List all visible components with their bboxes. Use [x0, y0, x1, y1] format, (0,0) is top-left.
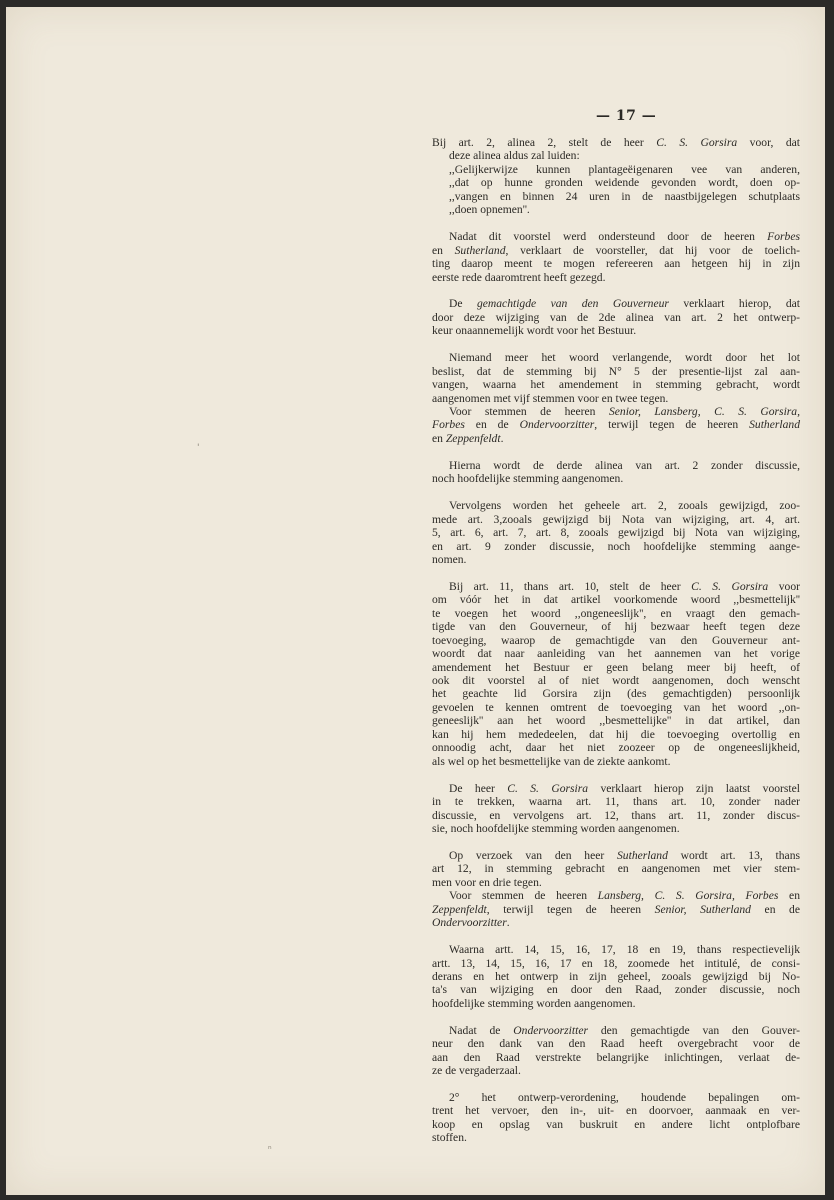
text-line — [432, 714, 800, 727]
text-run: en — [432, 431, 446, 445]
text-run: neur den dank van den Raad heeft overgebracht voor de — [432, 1037, 800, 1051]
body-text — [432, 136, 800, 1158]
text-line — [432, 526, 800, 539]
text-line — [432, 499, 800, 512]
text-line — [432, 876, 800, 889]
text-run: Bij art. 2, alinea 2, stelt de heer — [432, 136, 657, 149]
text-line — [432, 1037, 800, 1050]
text-run: om vóór het in dat artikel voorkomende woord ,,besmettelijk'' — [432, 593, 800, 607]
text-line — [432, 190, 800, 203]
text-line — [432, 970, 800, 983]
text-line — [432, 432, 800, 445]
text-run: geneeslijk'' aan het woord ,,besmettelijke'' in dat artikel, dan — [432, 714, 800, 728]
text-run: Waarna artt. 14, 15, 16, 17, 18 en 19, thans respectievelijk — [449, 943, 800, 957]
text-line — [432, 1104, 800, 1117]
text-run: tigde van den Gouverneur, of hij bezwaar heeft tegen deze — [432, 620, 800, 634]
italic-text: Forbes — [432, 418, 465, 432]
text-run: Voor stemmen de heeren — [449, 405, 609, 419]
text-run: nomen. — [432, 552, 467, 566]
text-run: en de — [464, 418, 520, 432]
text-line — [432, 687, 800, 700]
text-line — [432, 163, 800, 176]
text-run: . — [506, 916, 510, 930]
text-line — [432, 620, 800, 633]
text-run: ting daarop meent te mogen refereeren aan hetgeen hij in zijn — [432, 257, 800, 271]
text-run: keur onaannemelijk wordt voor het Bestuur. — [432, 324, 637, 338]
paper-speck: ' — [197, 443, 200, 453]
paragraph — [432, 297, 800, 337]
text-line — [432, 1091, 800, 1104]
text-run: aan den Raad verstrekte belangrijke inlichtingen, verlaat de- — [432, 1050, 800, 1064]
text-run: . — [500, 431, 504, 445]
paragraph — [432, 499, 800, 566]
text-run: Op verzoek van den heer — [449, 848, 617, 862]
text-run: trent het vervoer, den in-, uit- en doorvoer, aanmaak en ver- — [432, 1104, 800, 1118]
text-line — [432, 889, 800, 902]
text-line — [432, 822, 800, 835]
italic-text: gemachtigde van den Gouverneur — [476, 297, 669, 311]
text-run: 5, art. 6, art. 7, art. 8, zooals gewijzigd bij Nota van wijziging, — [432, 526, 800, 540]
paragraph — [432, 580, 800, 768]
text-run: kan hij hem mededeelen, dat hij die toevoeging overtollig en — [432, 727, 800, 741]
text-run: Bij art. 11, thans art. 10, stelt de heer — [449, 579, 692, 593]
paragraph — [432, 1091, 800, 1145]
text-line — [432, 1131, 800, 1144]
text-line — [432, 903, 800, 916]
text-line — [432, 943, 800, 956]
text-run: 2° het ontwerp-verordening, houdende bepalingen om- — [449, 1091, 800, 1104]
text-line — [432, 540, 800, 553]
text-line — [432, 580, 800, 593]
text-line — [432, 351, 800, 364]
text-run: en — [432, 243, 455, 257]
italic-text: Sutherland — [454, 243, 506, 257]
text-run: Niemand meer het woord verlangende, wordt door het lot — [449, 351, 800, 365]
text-run: Voor stemmen de heeren — [449, 889, 598, 903]
text-line — [432, 607, 800, 620]
italic-text: C. S. Gorsira — [656, 136, 738, 149]
paragraph — [432, 136, 800, 217]
text-run: Nadat de — [449, 1023, 514, 1037]
text-line — [432, 271, 800, 284]
text-run: De heer — [449, 781, 508, 795]
text-run: artt. 13, 14, 15, 16, 17 en 18, zoomede het intitulé, de consi- — [432, 956, 800, 970]
text-run: sie, noch hoofdelijke stemming worden aangenomen. — [432, 822, 680, 835]
text-run: vangen, waarna het amendement in stemming gebracht, wordt — [432, 378, 800, 392]
paper-speck: ⁿ — [268, 1145, 272, 1155]
text-run: aangenomen met vijf stemmen voor en twee tegen. — [432, 391, 669, 405]
text-run: derans en het ontwerp in zijn geheel, zooals gewijzigd bij No- — [432, 969, 800, 983]
text-run: ta's van wijziging en door den Raad, zonder discussie, noch — [432, 983, 800, 997]
text-line — [432, 916, 800, 929]
text-run: Vervolgens worden het geheele art. 2, zooals gewijzigd, zoo- — [449, 499, 800, 513]
text-line — [432, 782, 800, 795]
text-run: in te trekken, waarna art. 11, thans art. 10, zonder nader — [432, 795, 800, 809]
text-line — [432, 741, 800, 754]
text-run: te voegen het woord ,,ongeneeslijk'', en vraagt den gemach- — [432, 606, 800, 620]
text-line — [432, 203, 800, 216]
text-run: als wel op het besmettelijke van de ziekte aankomt. — [432, 754, 671, 768]
text-line — [432, 862, 800, 875]
text-run: voor — [768, 579, 800, 593]
text-run: amendement het Bestuur er geen belang meer bij heeft, of — [432, 660, 800, 674]
text-line — [432, 997, 800, 1010]
text-run: Nadat dit voorstel werd ondersteund door de heeren — [449, 230, 768, 244]
text-run: en — [778, 889, 800, 903]
text-run: het geachte lid Gorsira zijn (des gemachtigden) persoonlijk — [432, 687, 800, 701]
text-line — [432, 795, 800, 808]
text-run: verklaart hierop zijn laatst voorstel — [588, 781, 800, 795]
text-run: , terwijl tegen de heeren — [486, 902, 655, 916]
italic-text: Sutherland — [617, 848, 668, 862]
text-line — [432, 701, 800, 714]
text-run: hoofdelijke stemming worden aangenomen. — [432, 996, 636, 1010]
text-run: , verklaart de voorsteller, dat hij voor de toelich- — [505, 243, 800, 257]
text-line — [432, 311, 800, 324]
text-line — [432, 809, 800, 822]
paragraph — [432, 782, 800, 836]
italic-text: Zeppenfeldt — [445, 431, 501, 445]
text-line — [432, 1064, 800, 1077]
text-line — [432, 459, 800, 472]
text-line — [432, 634, 800, 647]
text-run: ,,Gelijkerwijze kunnen plantageëigenaren vee van anderen, — [449, 162, 800, 176]
text-run: stoffen. — [432, 1131, 467, 1145]
italic-text: C. S. Gorsira — [691, 579, 769, 593]
text-run: toevoeging, waarop de gemachtigde van den Gouverneur ant- — [432, 633, 800, 647]
text-line — [432, 472, 800, 485]
text-line — [432, 849, 800, 862]
text-line — [432, 1118, 800, 1131]
text-run: art 12, in stemming gebracht en aangenomen met vier stem- — [432, 862, 800, 876]
italic-text: Forbes — [767, 230, 800, 244]
text-run: ook dit voorstel al of niet wordt aangenomen, doch wenscht — [432, 674, 800, 688]
text-run: deze alinea aldus zal luiden: — [449, 149, 580, 163]
paragraph — [432, 230, 800, 284]
text-line — [432, 230, 800, 243]
paragraph — [432, 459, 800, 486]
italic-text: Ondervoorzitter — [432, 916, 507, 930]
text-line — [432, 149, 800, 162]
text-run: men voor en drie tegen. — [432, 875, 542, 889]
italic-text: Ondervoorzitter — [519, 418, 595, 432]
text-line — [432, 661, 800, 674]
text-line — [432, 136, 800, 149]
text-line — [432, 957, 800, 970]
text-run: ze de vergaderzaal. — [432, 1064, 521, 1078]
text-run: mede art. 3,zooals gewijzigd bij Nota van wijziging, art. 4, art. — [432, 512, 800, 526]
italic-text: Lansberg, C. S. Gorsira, Forbes — [597, 889, 779, 903]
text-run: , terwijl tegen de heeren — [594, 418, 750, 432]
text-run: onnoodig acht, daar het niet zoozeer op de ongeneeslijkheid, — [432, 741, 800, 755]
text-run: Hierna wordt de derde alinea van art. 2 zonder discussie, — [449, 458, 800, 472]
text-line — [432, 392, 800, 405]
page-number: — 17 — — [596, 108, 657, 124]
text-run: De — [449, 297, 477, 311]
text-line — [432, 405, 800, 418]
text-run: eerste rede daaromtrent heeft gezegd. — [432, 270, 606, 284]
text-line — [432, 297, 800, 310]
italic-text: Ondervoorzitter — [513, 1023, 588, 1037]
text-run: door deze wijziging van de 2de alinea van art. 2 het ontwerp- — [432, 310, 800, 324]
text-line — [432, 257, 800, 270]
italic-text: Sutherland — [749, 418, 800, 432]
italic-text: Zeppenfeldt — [432, 902, 487, 916]
text-run: en art. 9 zonder discussie, noch hoofdelijke stemming aange- — [432, 539, 800, 553]
text-run: verklaart hierop, dat — [668, 297, 801, 311]
text-line — [432, 1051, 800, 1064]
text-line — [432, 755, 800, 768]
text-run: wordt art. 13, thans — [667, 848, 800, 862]
text-run: noch hoofdelijke stemming aangenomen. — [432, 472, 624, 486]
text-line — [432, 553, 800, 566]
text-line — [432, 324, 800, 337]
text-run: ,,doen opnemen''. — [449, 203, 530, 217]
text-run: den gemachtigde van den Gouver- — [588, 1023, 800, 1037]
text-run: gevoelen te kennen omtrent de toevoeging van het woord ,,on- — [432, 700, 800, 714]
text-line — [432, 728, 800, 741]
italic-text: C. S. Gorsira — [507, 781, 589, 795]
text-line — [432, 418, 800, 431]
text-line — [432, 983, 800, 996]
text-line — [432, 176, 800, 189]
text-line — [432, 365, 800, 378]
text-line — [432, 244, 800, 257]
text-line — [432, 378, 800, 391]
text-line — [432, 674, 800, 687]
text-line — [432, 647, 800, 660]
text-run: discussie, en vervolgens art. 12, thans art. 11, zonder discus- — [432, 808, 800, 822]
document-page — [6, 7, 825, 1195]
text-run: voor, dat — [737, 136, 800, 149]
text-line — [432, 513, 800, 526]
text-run: ,,vangen en binnen 24 uren in de naastbijgelegen schutplaats — [449, 189, 800, 203]
text-run: woordt dat naar aanleiding van het aannemen van het vorige — [432, 647, 800, 661]
paragraph — [432, 849, 800, 930]
text-run: en de — [750, 902, 800, 916]
paragraph — [432, 351, 800, 445]
text-run: ,,dat op hunne gronden weidende gevonden wordt, doen op- — [449, 176, 800, 190]
paragraph — [432, 943, 800, 1010]
italic-text: Senior, Sutherland — [654, 902, 751, 916]
paragraph — [432, 1024, 800, 1078]
text-run: beslist, dat de stemming bij N° 5 der presentie-lijst zal aan- — [432, 364, 800, 378]
text-line — [432, 1024, 800, 1037]
italic-text: Senior, Lansberg, C. S. Gorsira, — [608, 405, 801, 419]
text-line — [432, 593, 800, 606]
text-run: koop en opslag van buskruit en andere licht ontplofbare — [432, 1117, 800, 1131]
